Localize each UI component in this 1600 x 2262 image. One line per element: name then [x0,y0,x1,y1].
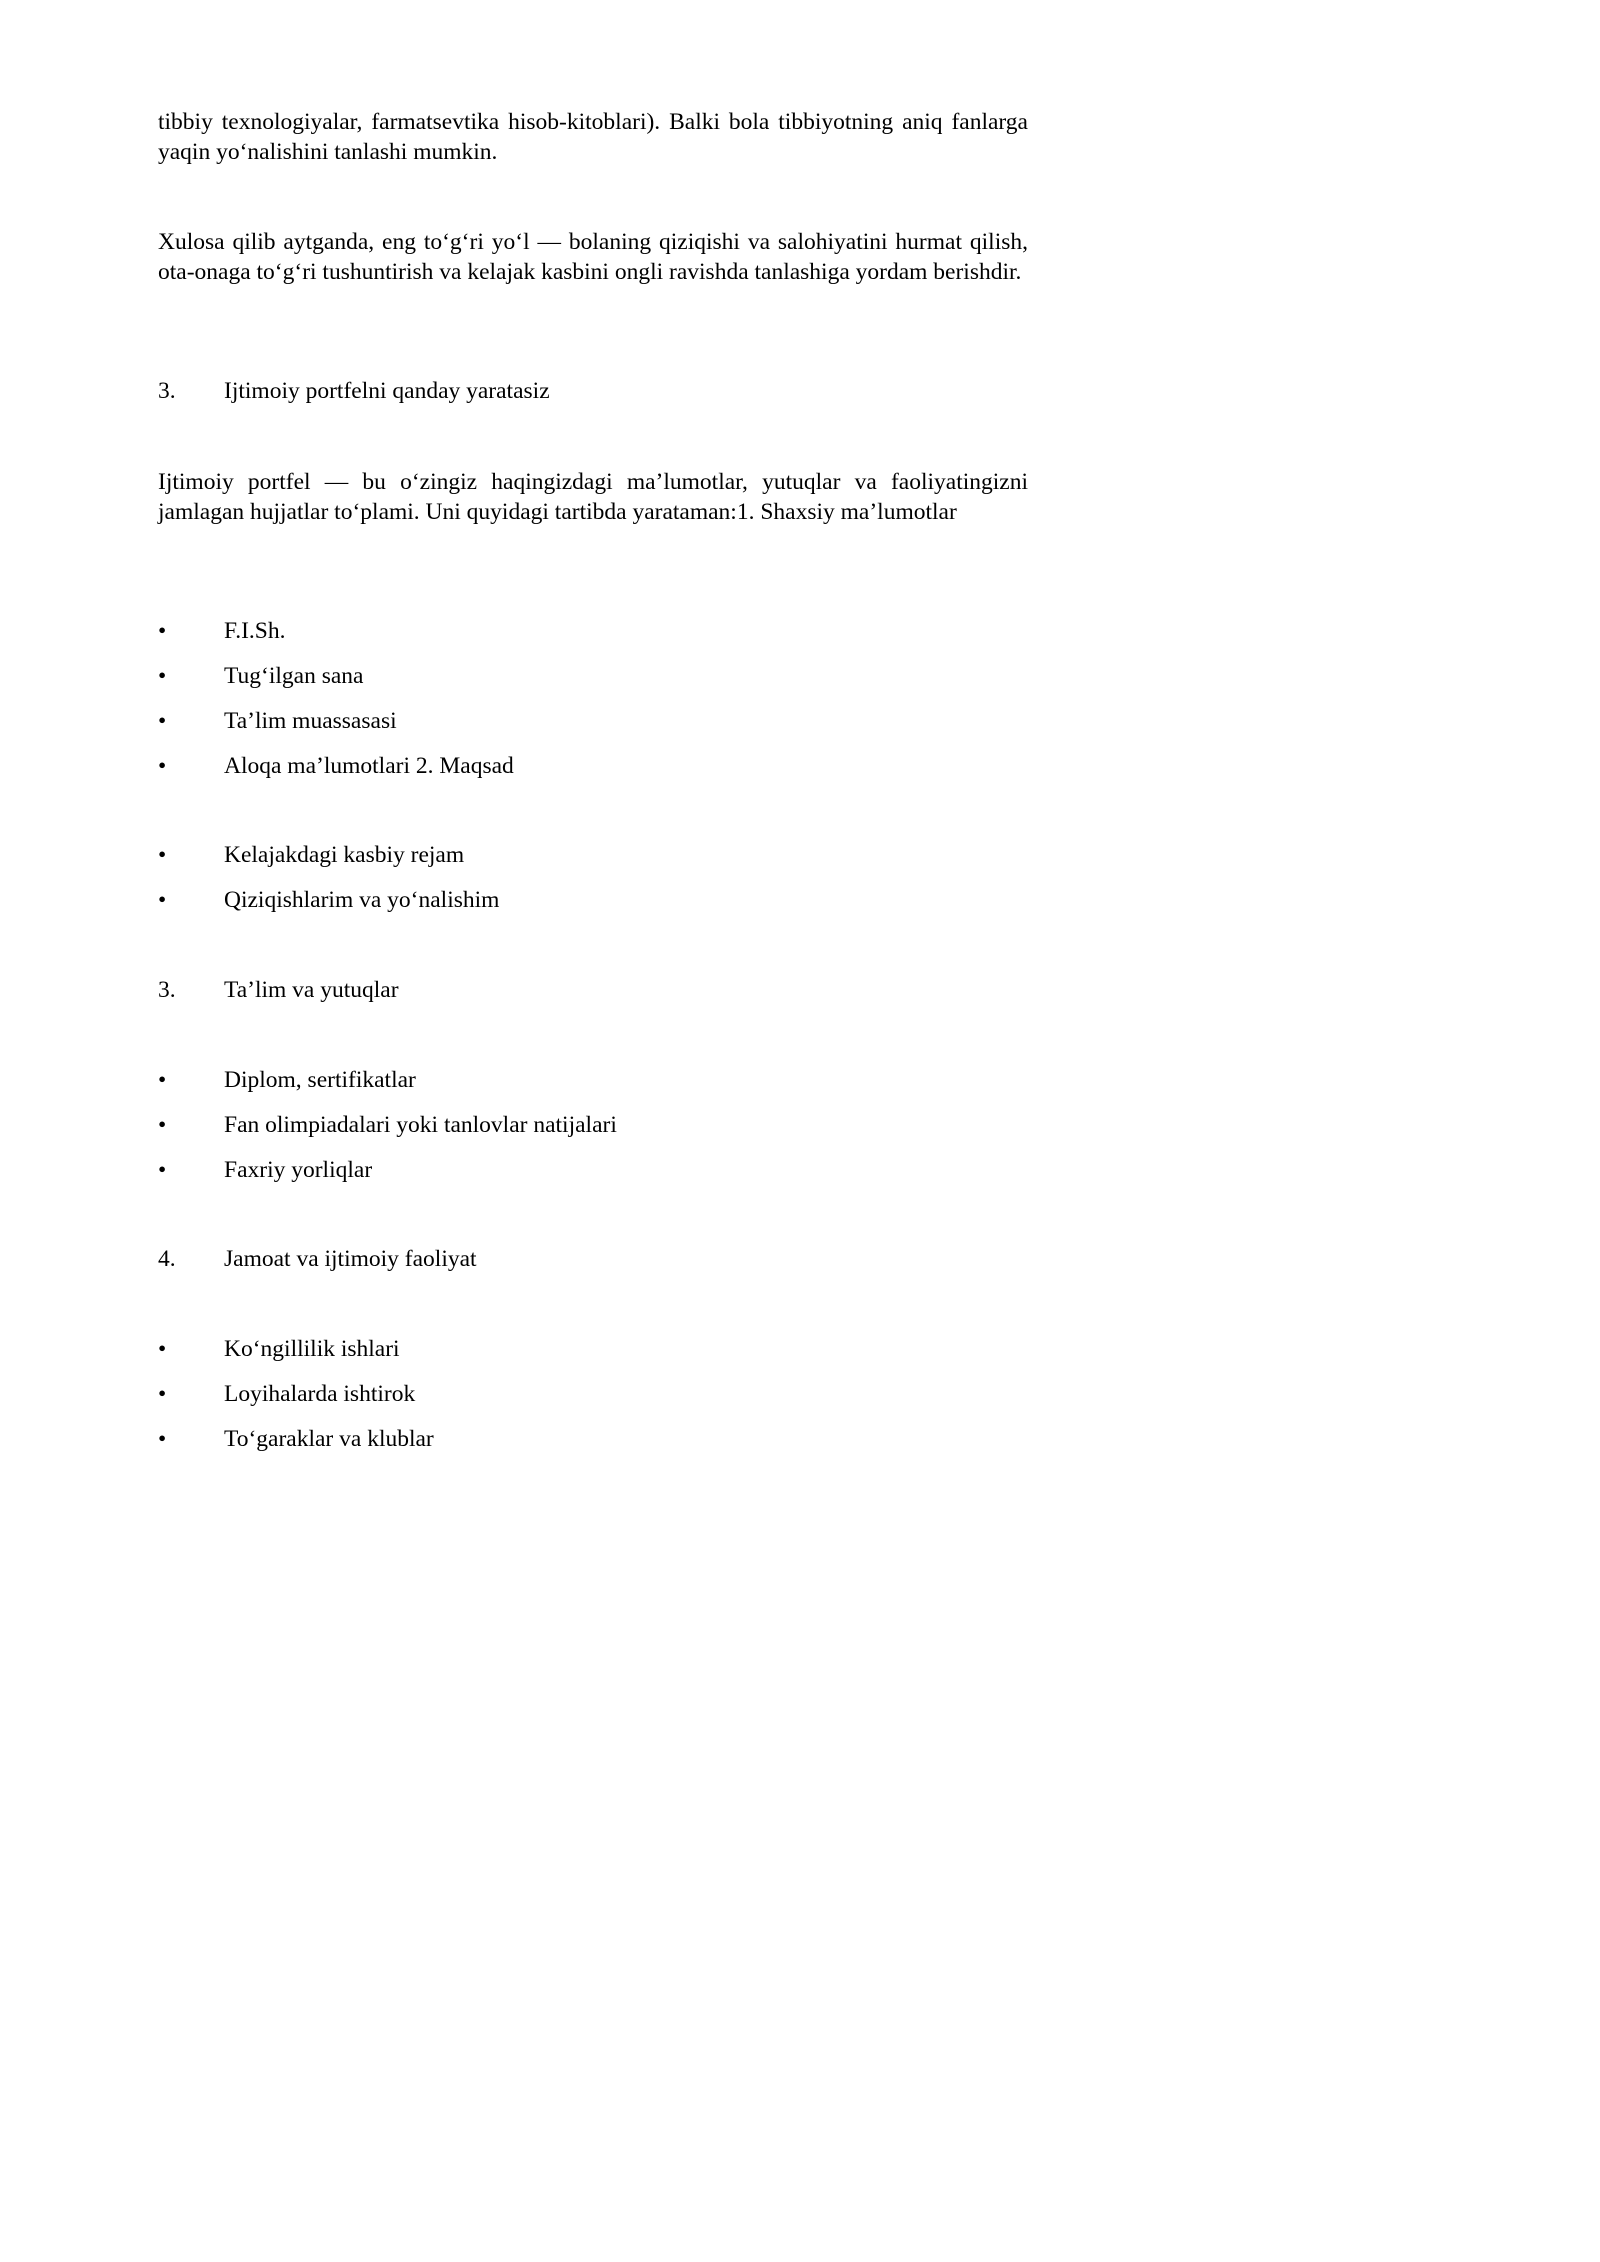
heading-text: Jamoat va ijtimoiy faoliyat [224,1246,477,1272]
bullet: • [158,1426,167,1452]
bullet: • [158,1381,167,1407]
bullet: • [158,1336,167,1362]
bullet: • [158,618,167,644]
heading-number: 3. [158,378,176,404]
list-item-text: Ko‘ngillilik ishlari [224,1336,400,1362]
list-item-text: Fan olimpiadalari yoki tanlovlar natijalari [224,1112,617,1138]
bullet: • [158,1067,167,1093]
bullet: • [158,663,167,689]
heading-number: 4. [158,1246,176,1272]
bullet: • [158,1157,167,1183]
list-item-text: To‘garaklar va klublar [224,1426,434,1452]
bullet: • [158,753,167,779]
bullet: • [158,708,167,734]
paragraph-conclusion: Xulosa qilib aytganda, eng to‘g‘ri yo‘l — bolaning qiziqishi va salohiyatini hurmat qilish, ota-onaga to‘g‘ri tushuntirish va kelajak kasbini ongli ravishda tanlashiga yordam berishdir. [158,229,1028,285]
bullet: • [158,1112,167,1138]
list-item-text: Faxriy yorliqlar [224,1157,373,1183]
list-item-text: Diplom, sertifikatlar [224,1067,416,1093]
document-page [0,0,1106,1563]
list-item-text: Ta’lim muassasasi [224,708,397,734]
heading-text: Ta’lim va yutuqlar [224,977,399,1003]
list-item-text: Kelajakdagi kasbiy rejam [224,842,465,868]
heading-text: Ijtimoiy portfelni qanday yaratasiz [224,378,550,404]
list-item-text: Qiziqishlarim va yo‘nalishim [224,887,500,913]
paragraph-medical-fields: tibbiy texnologiyalar, farmatsevtika hisob-kitoblari). Balki bola tibbiyotning aniq fanlarga yaqin yo‘nalishini tanlashi mumkin. [158,109,1028,165]
heading-number: 3. [158,977,176,1003]
list-item-text: Tug‘ilgan sana [224,663,364,689]
bullet: • [158,887,167,913]
list-item-text: Loyihalarda ishtirok [224,1381,416,1407]
bullet: • [158,842,167,868]
list-item-text: Aloqa ma’lumotlari 2. Maqsad [224,753,514,779]
list-item-text: F.I.Sh. [224,618,286,644]
paragraph-portfolio-definition: Ijtimoiy portfel — bu o‘zingiz haqingizdagi ma’lumotlar, yutuqlar va faoliyatingizni jamlagan hujjatlar to‘plami. Uni quyidagi tartibda yarataman:1. Shaxsiy ma’lumotlar [158,469,1028,525]
